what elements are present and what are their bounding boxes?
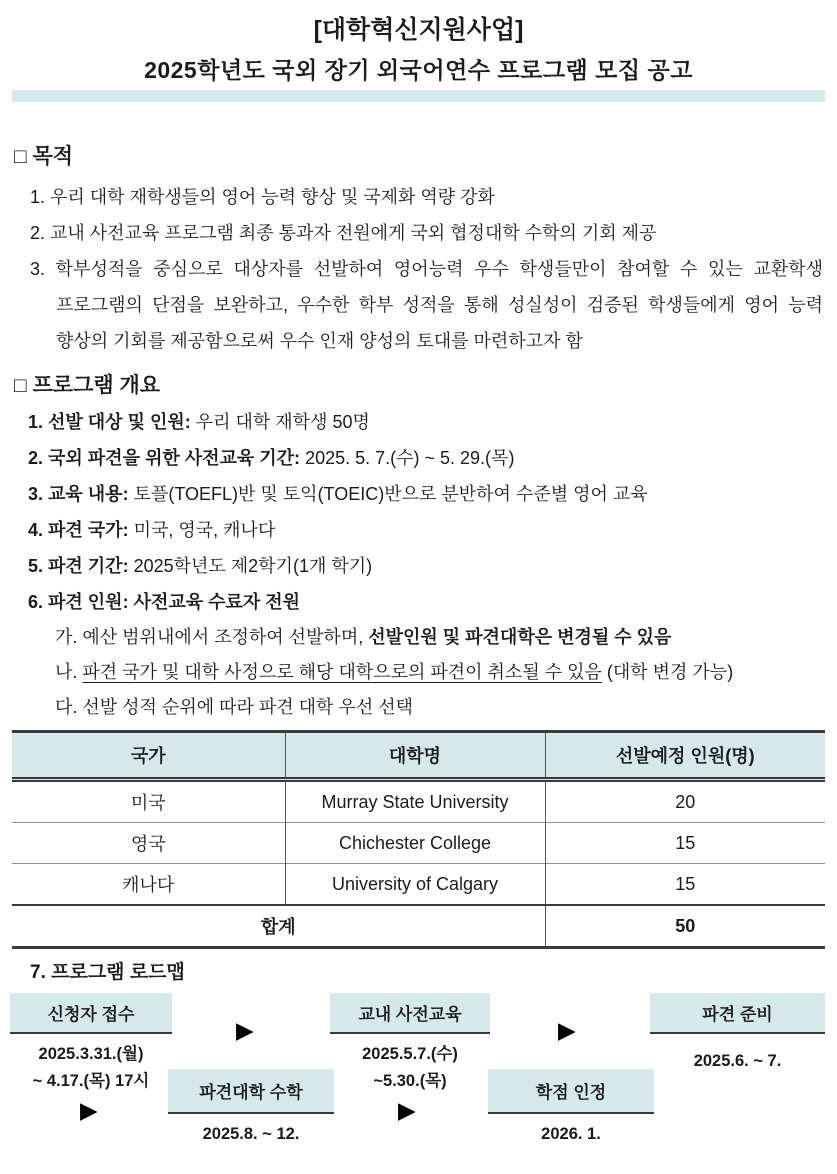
roadmap-date-line: 2025.5.7.(수) (362, 1045, 458, 1063)
subitem-ga-text: 가. 예산 범위내에서 조정하여 선발하며, (55, 627, 369, 647)
table-header-country: 국가 (12, 732, 285, 780)
overview-item-2 (0, 440, 837, 476)
roadmap-date-line: ~ 4.17.(목) 17시 (32, 1072, 150, 1090)
right-arrow-icon: ▶ (80, 1097, 98, 1123)
roadmap-step-dates (650, 1048, 825, 1075)
overview-item-1 (0, 404, 837, 440)
right-arrow-icon: ▶ (398, 1097, 416, 1123)
overview-item-2-value: 2025. 5. 7.(수) ~ 5. 29.(목) (300, 448, 515, 468)
subitem-na-rest: (대학 변경 가능) (601, 662, 734, 682)
roadmap-step-title: 교내 사전교육 (330, 993, 490, 1034)
document-title-line1: [대학혁신지원사업] (313, 16, 524, 44)
overview-item-6-value: 사전교육 수료자 전원 (128, 592, 301, 612)
subitem-ga-bold-text: 선발인원 및 파견대학은 변경될 수 있음 (368, 627, 672, 647)
roadmap-date-line: 2025.3.31.(월) (38, 1045, 144, 1063)
cell-country: 영국 (12, 823, 285, 864)
document-title-line2: 2025학년도 국외 장기 외국어연수 프로그램 모집 공고 (144, 57, 693, 83)
cell-total-value: 50 (545, 905, 825, 948)
overview-item-6-label: 6. 파견 인원: (28, 592, 129, 612)
roadmap-step-title: 신청자 접수 (10, 993, 172, 1034)
overview-item-3-label: 3. 교육 내용: (28, 484, 129, 504)
overview-subitem-ga (0, 620, 837, 655)
cell-count: 15 (545, 864, 825, 906)
overview-item-4-value: 미국, 영국, 캐나다 (128, 520, 276, 540)
roadmap-date-line: ~5.30.(목) (373, 1072, 447, 1090)
purpose-item-3: 3. 학부성적을 중심으로 대상자를 선발하여 영어능력 우수 학생들만이 참여할 수 있는 교환학생 프로그램의 단점을 보완하고, 우수한 학부 성적을 통해 성실성이 검증된 학생들에게 영어 능력 향상의 기회를 제공함으로써 우수 인재 양성의 토대를 마련하고자 함 (30, 259, 823, 351)
cell-country: 미국 (130, 793, 166, 813)
table-header-count: 선발예정 인원(명) (545, 732, 825, 780)
table-header-row (12, 732, 825, 780)
roadmap-step-dates (488, 1121, 654, 1148)
cell-country: 캐나다 (12, 864, 285, 906)
overview-subitem-na (0, 655, 837, 690)
roadmap-step-title: 파견대학 수학 (168, 1069, 334, 1114)
purpose-item-1: 1. 우리 대학 재학생들의 영어 능력 향상 및 국제화 역량 강화 (30, 187, 495, 207)
overview-item-1-label: 1. 선발 대상 및 인원: (28, 412, 191, 432)
right-arrow-icon: ▶ (558, 1017, 576, 1043)
roadmap-step-application (10, 993, 172, 1095)
roadmap-date-line: 2025.8. ~ 12. (202, 1125, 300, 1143)
document-header (0, 0, 837, 102)
cell-count: 15 (545, 823, 825, 864)
roadmap-step-dates (330, 1041, 490, 1095)
roadmap-step-title: 파견 준비 (650, 993, 825, 1034)
right-arrow-icon: ▶ (236, 1017, 254, 1043)
cell-total-label: 합계 (12, 905, 545, 948)
roadmap-step-study-abroad (168, 1069, 334, 1148)
title-highlight-bar (12, 90, 825, 102)
overview-list (0, 404, 837, 725)
table-total-row (12, 905, 825, 948)
overview-item-4-label: 4. 파견 국가: (28, 520, 129, 540)
cell-university: Chichester College (285, 823, 545, 864)
subitem-na-underlined-text: 파견 국가 및 대학 사정으로 해당 대학으로의 파견이 취소될 수 있음 (82, 662, 602, 682)
overview-item-5-value: 2025학년도 제2학기(1개 학기) (128, 556, 373, 576)
roadmap-step-dates (168, 1121, 334, 1148)
roadmap-step-title: 학점 인정 (488, 1069, 654, 1114)
overview-item-3-value: 토플(TOEFL)반 및 토익(TOEIC)반으로 분반하여 수준별 영어 교육 (128, 484, 648, 504)
purpose-item-2: 2. 교내 사전교육 프로그램 최종 통과자 전원에게 국외 협정대학 수학의 기회 제공 (30, 223, 657, 243)
purpose-heading: □ 목적 (14, 145, 74, 168)
overview-item-6 (0, 584, 837, 620)
roadmap-step-dates (10, 1041, 172, 1095)
overview-item-5-label: 5. 파견 기간: (28, 556, 129, 576)
overview-item-4 (0, 512, 837, 548)
roadmap-date-line: 2026. 1. (541, 1125, 601, 1143)
overview-subitem-da: 다. 선발 성적 순위에 따라 파견 대학 우선 선택 (55, 697, 413, 717)
overview-item-1-value: 우리 대학 재학생 50명 (190, 412, 370, 432)
overview-item-5 (0, 548, 837, 584)
cell-university: Murray State University (285, 780, 545, 823)
cell-university: University of Calgary (285, 864, 545, 906)
roadmap-date-line: 2025.6. ~ 7. (693, 1052, 782, 1070)
table-header-university: 대학명 (285, 732, 545, 780)
roadmap-step-departure-prep (650, 993, 825, 1075)
overview-item-2-label: 2. 국외 파견을 위한 사전교육 기간: (28, 448, 301, 468)
table-row (12, 780, 825, 823)
roadmap-diagram (0, 993, 837, 1145)
overview-heading: □ 프로그램 개요 (14, 374, 161, 397)
roadmap-step-pre-education (330, 993, 490, 1095)
table-row (12, 823, 825, 864)
purpose-list (0, 179, 837, 359)
table-row (12, 864, 825, 906)
cell-count: 20 (545, 780, 825, 823)
roadmap-heading: 7. 프로그램 로드맵 (30, 962, 185, 983)
overview-item-3 (0, 476, 837, 512)
roadmap-step-credit-recognition (488, 1069, 654, 1148)
subitem-na-prefix: 나. (55, 662, 83, 682)
selection-table (12, 730, 825, 949)
